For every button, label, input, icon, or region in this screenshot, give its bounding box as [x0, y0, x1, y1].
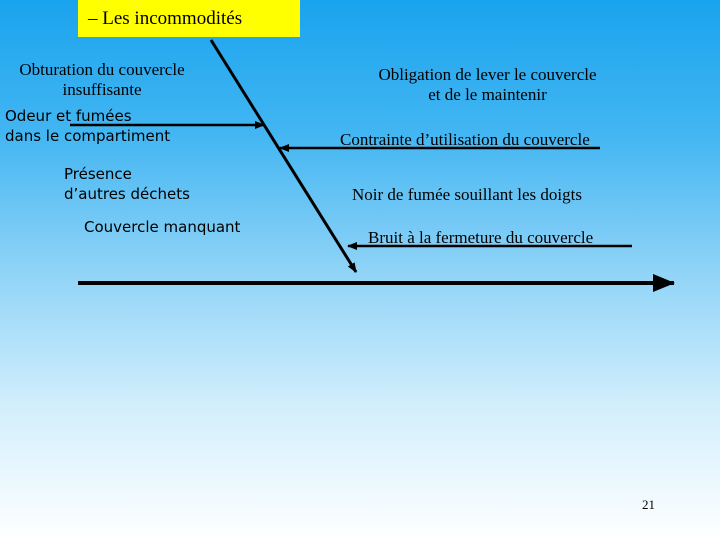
cause-obligation: [335, 65, 640, 105]
cause-odeur-line1: Odeur et fumées: [5, 107, 132, 125]
cause-bruit: [368, 228, 593, 248]
cause-bruit-line1: Bruit à la fermeture du couvercle: [368, 228, 594, 247]
cause-obligation-line2: et de le maintenir: [428, 85, 547, 104]
cause-obturation-line2: insuffisante: [62, 80, 142, 99]
cause-presence-line1: Présence: [64, 165, 132, 183]
cause-noir-fumee: [352, 185, 582, 205]
cause-presence: [64, 164, 190, 204]
page-number: 21: [642, 497, 655, 512]
cause-presence-line2: d’autres déchets: [64, 185, 190, 203]
cause-noir-fumee-line1: Noir de fumée souillant les doigts: [352, 185, 582, 204]
cause-obligation-line1: Obligation de lever le couvercle: [378, 65, 597, 84]
cause-couvercle-manquant: [84, 217, 240, 237]
cause-obturation: [2, 60, 202, 100]
cause-odeur: [5, 106, 170, 146]
cause-odeur-line2: dans le compartiment: [5, 127, 171, 145]
cause-contrainte: [340, 130, 590, 150]
cause-couvercle-manquant-line1: Couvercle manquant: [84, 218, 241, 236]
cause-obturation-line1: Obturation du couvercle: [19, 60, 185, 79]
cause-contrainte-line1: Contrainte d’utilisation du couvercle: [340, 130, 590, 149]
slide-title: – Les incommodités: [88, 8, 243, 29]
